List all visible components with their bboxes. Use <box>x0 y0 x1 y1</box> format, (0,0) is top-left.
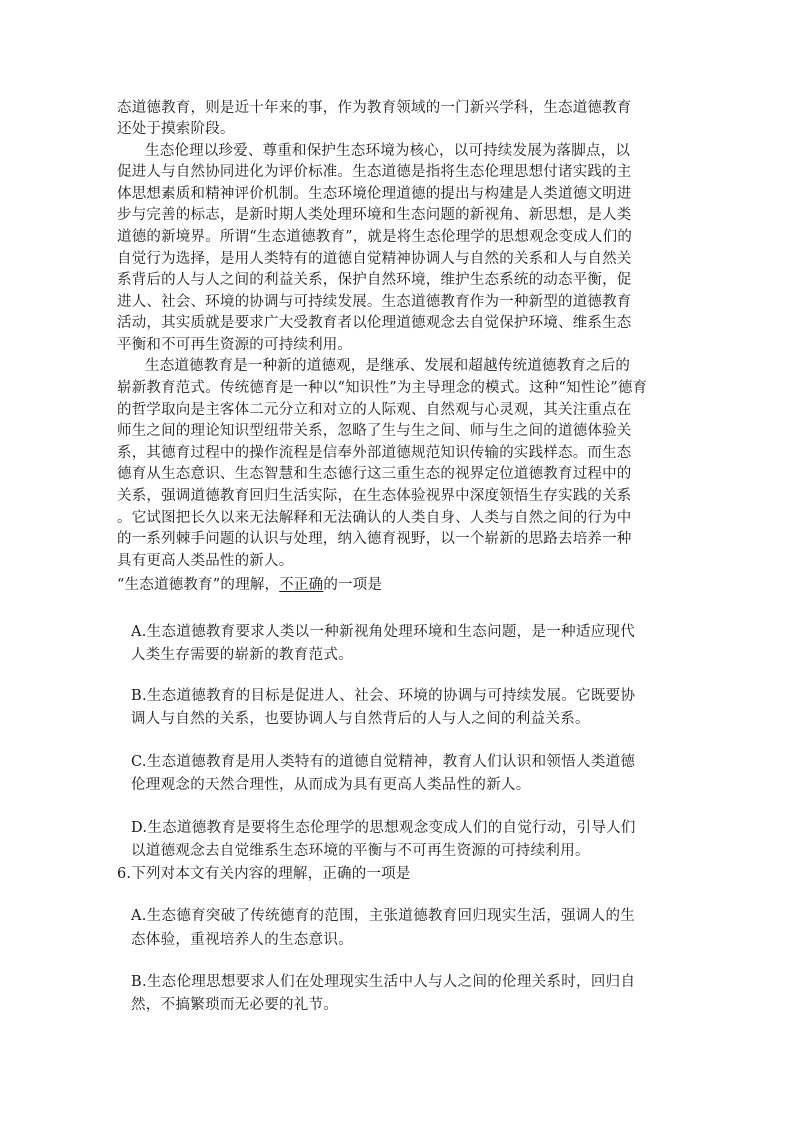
question-5-stem-emphasis: 不正确 <box>279 577 324 593</box>
q6-option-b-line1: B.生态伦理思想要求人们在处理现实生活中人与人之间的伦理关系时，回归自 <box>131 974 636 990</box>
passage-line: 的哲学取向是主客体二元分立和对立的人际观、自然观与心灵观，其关注重点在 <box>117 402 632 418</box>
q5-option-a-line2: 人类生存需要的崭新的教育范式。 <box>131 647 353 663</box>
question-5-stem <box>117 575 382 596</box>
passage-line: 生态伦理以珍爱、尊重和保护生态环境为核心，以可持续发展为落脚点，以 <box>145 143 631 159</box>
q5-option-c-line2: 伦理观念的天然合理性，从而成为具有更高人类品性的新人。 <box>131 777 531 793</box>
passage-line: 还处于摸索阶段。 <box>117 121 235 137</box>
passage-line: 促进人与自然协同进化为评价标准。生态道德是指将生态伦理思想付诸实践的主 <box>117 164 632 180</box>
question-6-stem: 6.下列对本文有关内容的理解，正确的一项是 <box>117 866 411 882</box>
q5-option-c-line1: C.生态道德教育是用人类特有的道德自觉精神，教育人们认识和领悟人类道德 <box>131 754 636 770</box>
passage-line: 具有更高人类品性的新人。 <box>117 553 294 569</box>
passage-line: 师生之间的理论知识型纽带关系，忽略了生与生之间、师与生之间的道德体验关 <box>117 423 632 439</box>
q6-option-b-line2: 然，不搞繁琐而无必要的礼节。 <box>131 997 339 1013</box>
passage-line: 活动，其实质就是要求广大受教育者以伦理道德观念去自觉保护环境、维系生态 <box>117 315 632 331</box>
question-5-stem-post: 的一项是 <box>323 577 383 593</box>
passage-line: 系，其德育过程中的操作流程是信奉外部道德规范知识传输的实践样态。而生态 <box>117 445 632 461</box>
passage-line: 德育从生态意识、生态智慧和生态德行这三重生态的视界定位道德教育过程中的 <box>117 466 632 482</box>
q5-option-b-line1: B.生态道德教育的目标是促进人、社会、环境的协调与可持续发展。它既要协 <box>131 688 636 704</box>
passage-line: 平衡和不可再生资源的可持续利用。 <box>117 337 353 353</box>
passage-line: 崭新教育范式。传统德育是一种以“知识性”为主导理念的模式。这种“知性论”德育 <box>117 380 648 396</box>
passage-line: 道德的新境界。所谓“生态道德教育”，就是将生态伦理学的思想观念变成人们的 <box>117 229 633 245</box>
passage-line: 进人、社会、环境的协调与可持续发展。生态道德教育作为一种新型的道德教育 <box>117 294 632 310</box>
passage-line: 的一系列棘手问题的认识与处理，纳入德育视野，以一个崭新的思路去培养一种 <box>117 531 632 547</box>
passage-line: 态道德教育，则是近十年来的事，作为教育领域的一门新兴学科，生态道德教育 <box>117 100 632 116</box>
question-5-stem-pre: “生态道德教育”的理解， <box>117 577 280 593</box>
q6-option-a-line2: 态体验，重视培养人的生态意识。 <box>131 932 353 948</box>
passage-line: 系背后的人与人之间的利益关系，保护自然环境，维护生态系统的动态平衡，促 <box>117 272 632 288</box>
q5-option-b-line2: 调人与自然的关系，也要协调人与自然背后的人与人之间的利益关系。 <box>131 711 590 727</box>
q5-option-d-line2: 以道德观念去自觉维系生态环境的平衡与不可再生资源的可持续利用。 <box>131 843 590 859</box>
q6-option-a-line1: A.生态德育突破了传统德育的范围，主张道德教育回归现实生活，强调人的生 <box>131 908 636 924</box>
passage-line: 自觉行为选择，是用人类特有的道德自觉精神协调人与自然的关系和人与自然关 <box>117 251 632 267</box>
passage-line: 关系，强调道德教育回归生活实际，在生态体验视界中深度领悟生存实践的关系 <box>117 488 632 504</box>
passage-line: 。它试图把长久以来无法解释和无法确认的人类自身、人类与自然之间的行为中 <box>117 510 632 526</box>
passage-line: 生态道德教育是一种新的道德观，是继承、发展和超越传统道德教育之后的 <box>145 358 631 374</box>
passage-line: 步与完善的标志，是新时期人类处理环境和生态问题的新视角、新思想，是人类 <box>117 207 632 223</box>
q5-option-a-line1: A.生态道德教育要求人类以一种新视角处理环境和生态问题，是一种适应现代 <box>131 624 636 640</box>
passage-line: 体思想素质和精神评价机制。生态环境伦理道德的提出与构建是人类道德文明进 <box>117 186 632 202</box>
q5-option-d-line1: D.生态道德教育是要将生态伦理学的思想观念变成人们的自觉行动，引导人们 <box>131 820 636 836</box>
